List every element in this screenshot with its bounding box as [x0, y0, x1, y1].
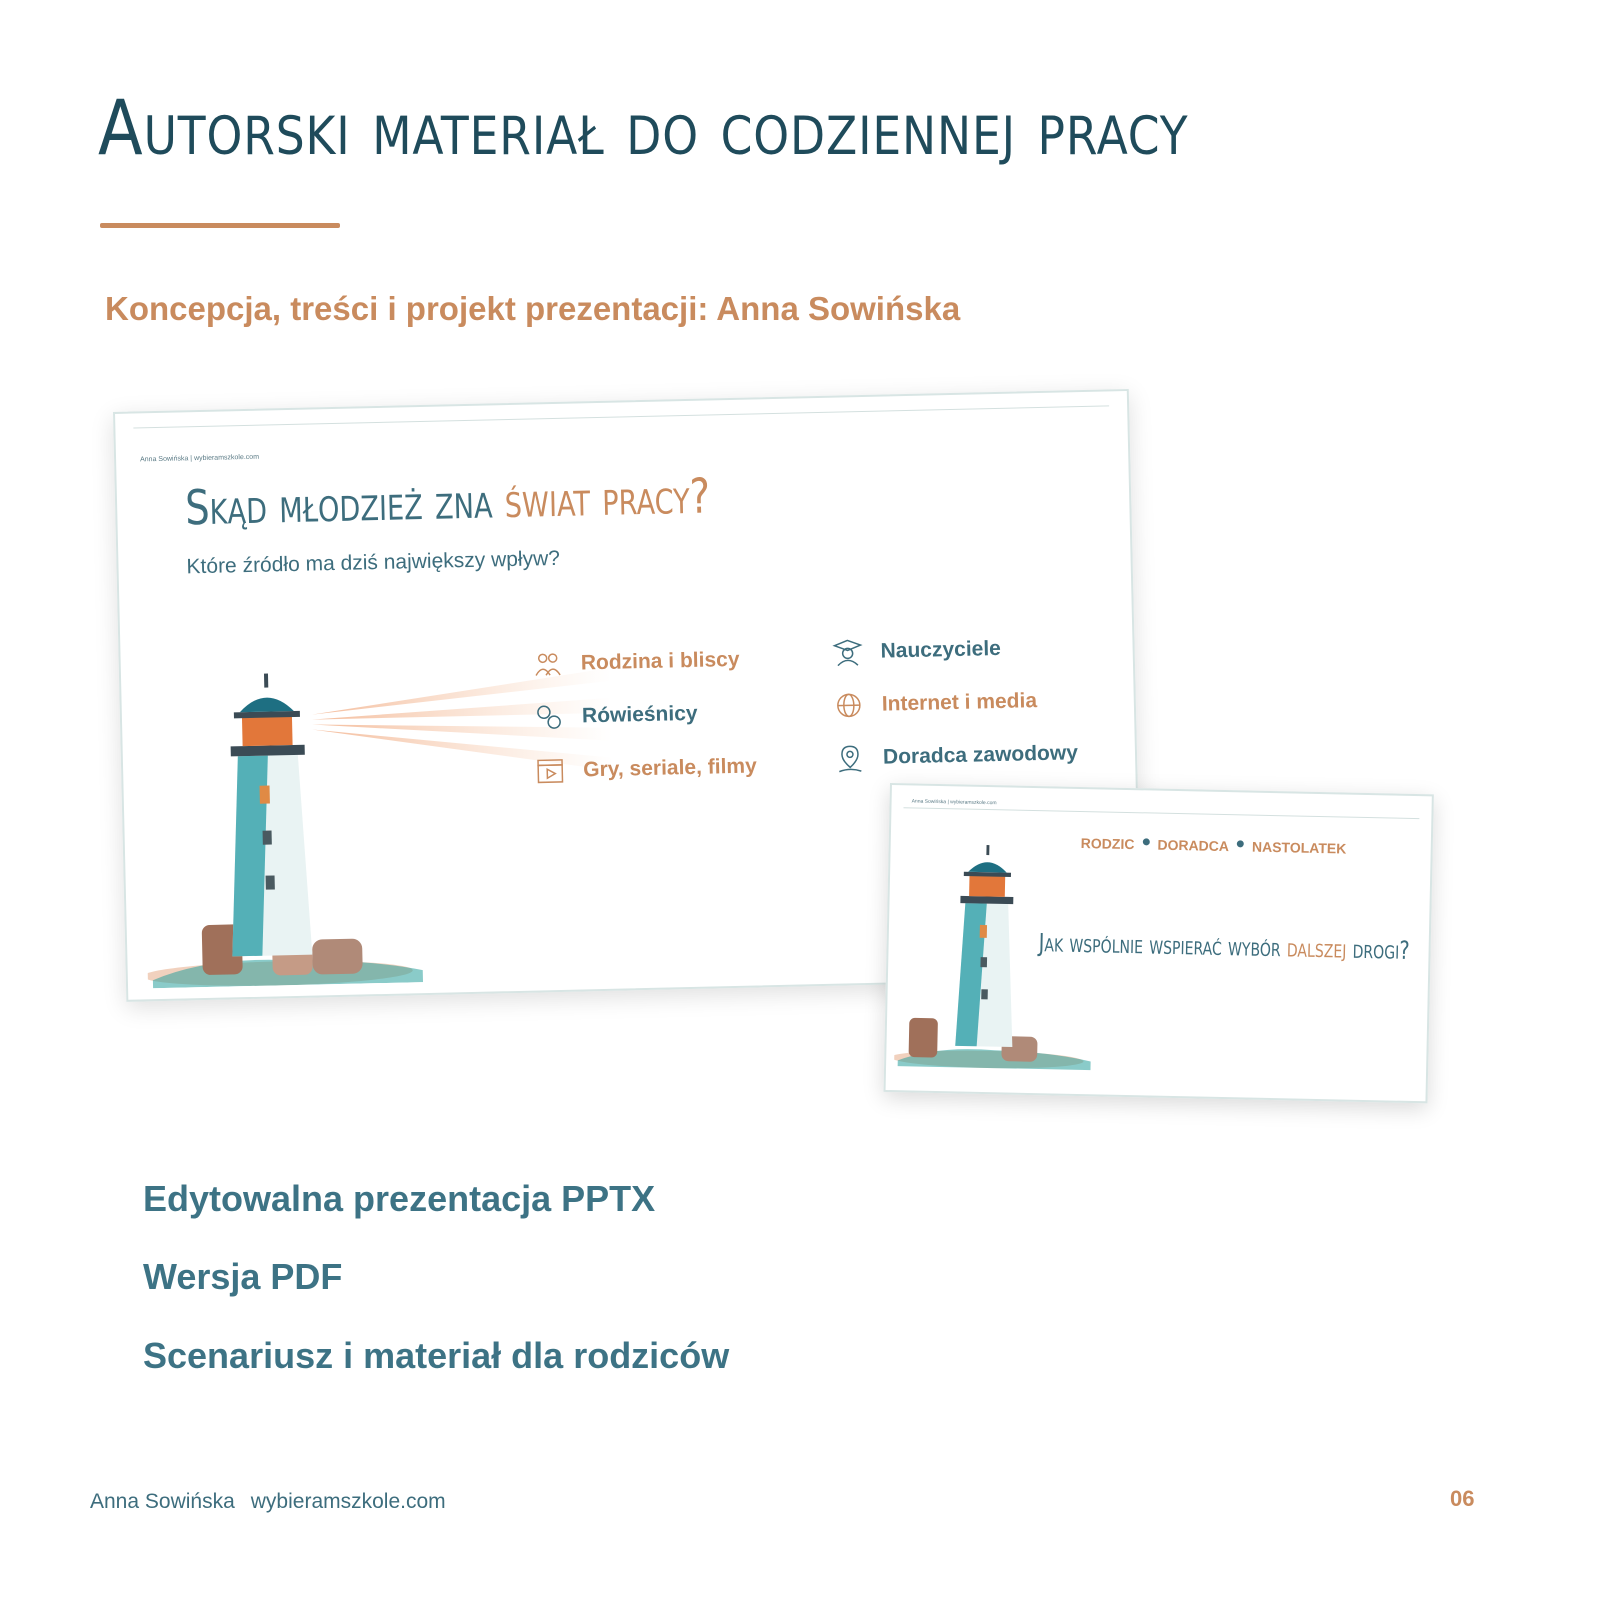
- question-main: Jak wspólnie wspierać wybór: [1038, 928, 1288, 963]
- footer-author: Anna Sowińska: [90, 1490, 235, 1513]
- separator-dot: [1142, 838, 1149, 845]
- role-label: RODZIC: [1080, 835, 1135, 853]
- page-number: 06: [1450, 1486, 1475, 1511]
- source-label: Internet i media: [881, 689, 1038, 716]
- feature-scenario: Scenariusz i materiał dla rodziców: [143, 1335, 730, 1376]
- role-label: DORADCA: [1157, 836, 1230, 855]
- slide-top-rule: [133, 405, 1109, 428]
- question-end: drogi?: [1346, 934, 1410, 965]
- slide-subtitle: Które źródło ma dziś największy wpływ?: [186, 546, 561, 579]
- feature-pdf: Wersja PDF: [143, 1256, 343, 1297]
- teacher-icon: [832, 637, 863, 668]
- source-label: Rodzina i bliscy: [580, 647, 740, 675]
- slide-title: [185, 468, 711, 536]
- source-item-advisor: [835, 738, 1079, 774]
- globe-icon: [834, 690, 865, 721]
- feature-pptx: Edytowalna prezentacja PPTX: [143, 1178, 656, 1219]
- slide-title-main: Skąd młodzież zna: [184, 473, 506, 537]
- source-label: Doradca zawodowy: [882, 741, 1079, 769]
- footer-site: wybieramszkole.com: [250, 1490, 446, 1513]
- source-label: Nauczyciele: [880, 636, 1002, 663]
- page-title: Autorski materiał do codziennej pracy: [98, 83, 1189, 172]
- roles-row: [1081, 835, 1347, 857]
- map-pin-icon: [835, 743, 866, 774]
- slide-preview-support: [884, 783, 1434, 1103]
- slide-brand: Anna Sowińska | wybieramszkole.com: [140, 453, 260, 464]
- clapperboard-icon: [535, 756, 566, 787]
- source-label: Rówieśnicy: [581, 701, 698, 728]
- source-item-media: [535, 751, 757, 786]
- page-subtitle: Koncepcja, treści i projekt prezentacji: Anna Sowińska: [105, 290, 961, 327]
- source-label: Gry, seriale, filmy: [582, 754, 758, 782]
- question-accent: dalszej: [1286, 933, 1347, 964]
- title-underline: [100, 223, 340, 228]
- slide-brand: Anna Sowińska | wybieramszkole.com: [911, 798, 997, 807]
- source-item-internet: [834, 686, 1038, 721]
- source-item-peers: [534, 699, 698, 733]
- slide-title-accent: świat pracy?: [504, 468, 711, 530]
- source-item-family: [532, 645, 739, 680]
- lighthouse-illustration: [141, 652, 428, 988]
- separator-dot: [1237, 840, 1244, 847]
- role-label: NASTOLATEK: [1251, 838, 1347, 857]
- family-icon: [532, 649, 563, 680]
- source-item-teachers: [832, 634, 1001, 668]
- footer-credits: [90, 1490, 446, 1514]
- peers-icon: [534, 702, 565, 733]
